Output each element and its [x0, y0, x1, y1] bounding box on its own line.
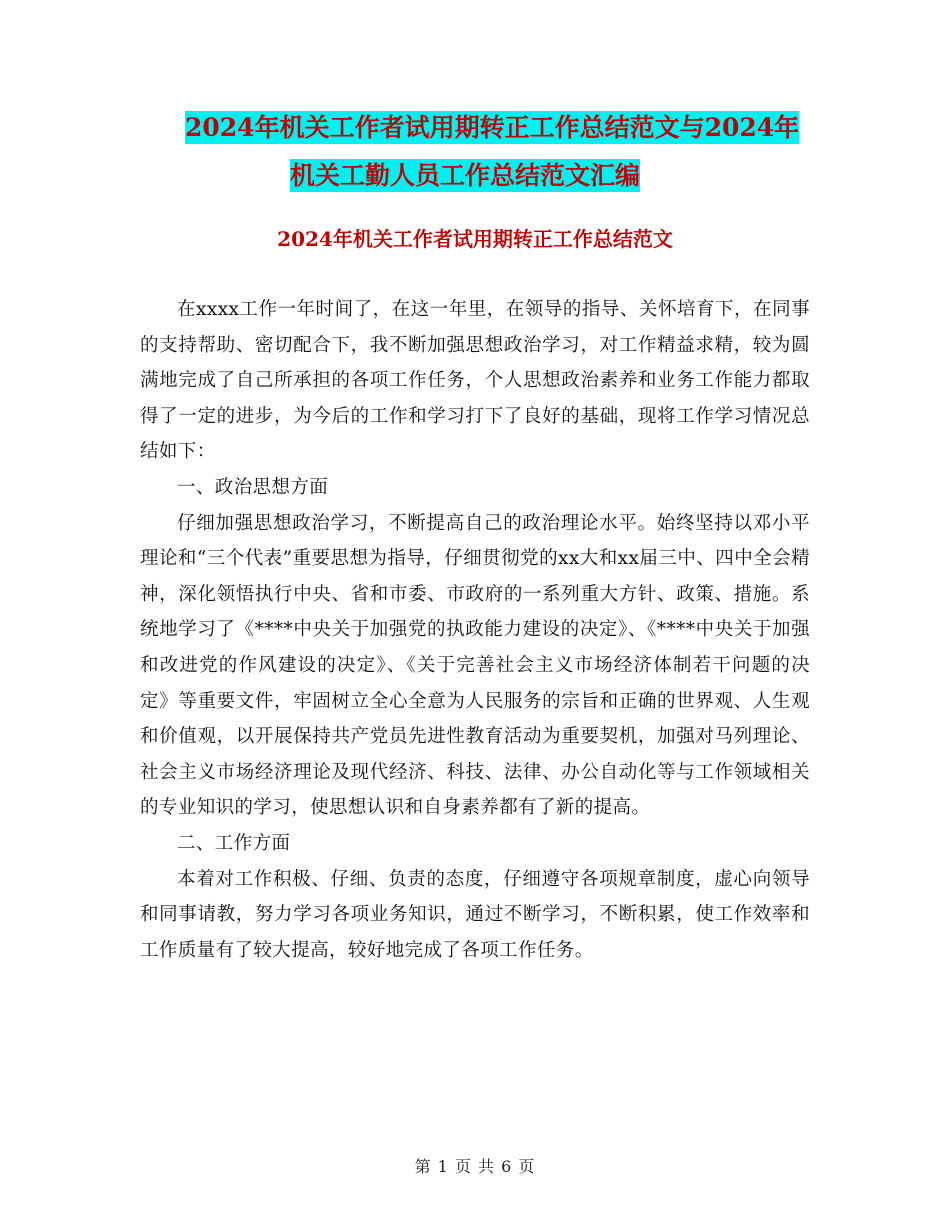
- paragraph-intro: 在xxxx工作一年时间了，在这一年里，在领导的指导、关怀培育下，在同事的支持帮助、密切配合下，我不断加强思想政治学习，对工作精益求精，较为圆满地完成了自己所承担的各项工作任务，个人思想政治素养和业务工作能力都取得了一定的进步，为今后的工作和学习打下了良好的基础，现将工作学习情况总结如下：: [140, 299, 810, 463]
- paragraph-political-thought: 仔细加强思想政治学习，不断提高自己的政治理论水平。始终坚持以邓小平理论和“三个代表”重要思想为指导，仔细贯彻党的xx大和xx届三中、四中全会精神，深化领悟执行中央、省和市委、市政府的一系列重大方针、政策、措施。系统地学习了《****中央关于加强党的执政能力建设的决定》、《****中央关于加强和改进党的作风建设的决定》、《关于完善社会主义市场经济体制若干问题的决定》等重要文件，牢固树立全心全意为人民服务的宗旨和正确的世界观、人生观和价值观，以开展保持共产党员先进性教育活动为重要契机，加强对马列理论、社会主义市场经济理论及现代经济、科技、法律、办公自动化等与工作领域相关的专业知识的学习，使思想认识和自身素养都有了新的提高。: [140, 512, 810, 819]
- heading-political-thought: 一、政治思想方面: [177, 476, 329, 498]
- main-title-line-2: [140, 152, 820, 200]
- main-title-line-1-text: 2024年机关工作者试用期转正工作总结范文与2024年: [185, 113, 800, 142]
- main-title-line-1: [140, 104, 820, 152]
- section-title: 2024年机关工作者试用期转正工作总结范文: [277, 227, 673, 251]
- paragraph-work: 本着对工作积极、仔细、负责的态度，仔细遵守各项规章制度，虚心向领导和同事请教，努力学习各项业务知识，通过不断学习，不断积累，使工作效率和工作质量有了较大提高，较好地完成了各项工作任务。: [140, 868, 810, 961]
- heading-work: 二、工作方面: [177, 832, 291, 854]
- document-main-title: [140, 104, 820, 200]
- main-title-line-2-text: 机关工勤人员工作总结范文汇编: [290, 161, 641, 190]
- document-body: [140, 292, 810, 968]
- page-number-footer: 第 1 页 共 6 页: [414, 1157, 536, 1176]
